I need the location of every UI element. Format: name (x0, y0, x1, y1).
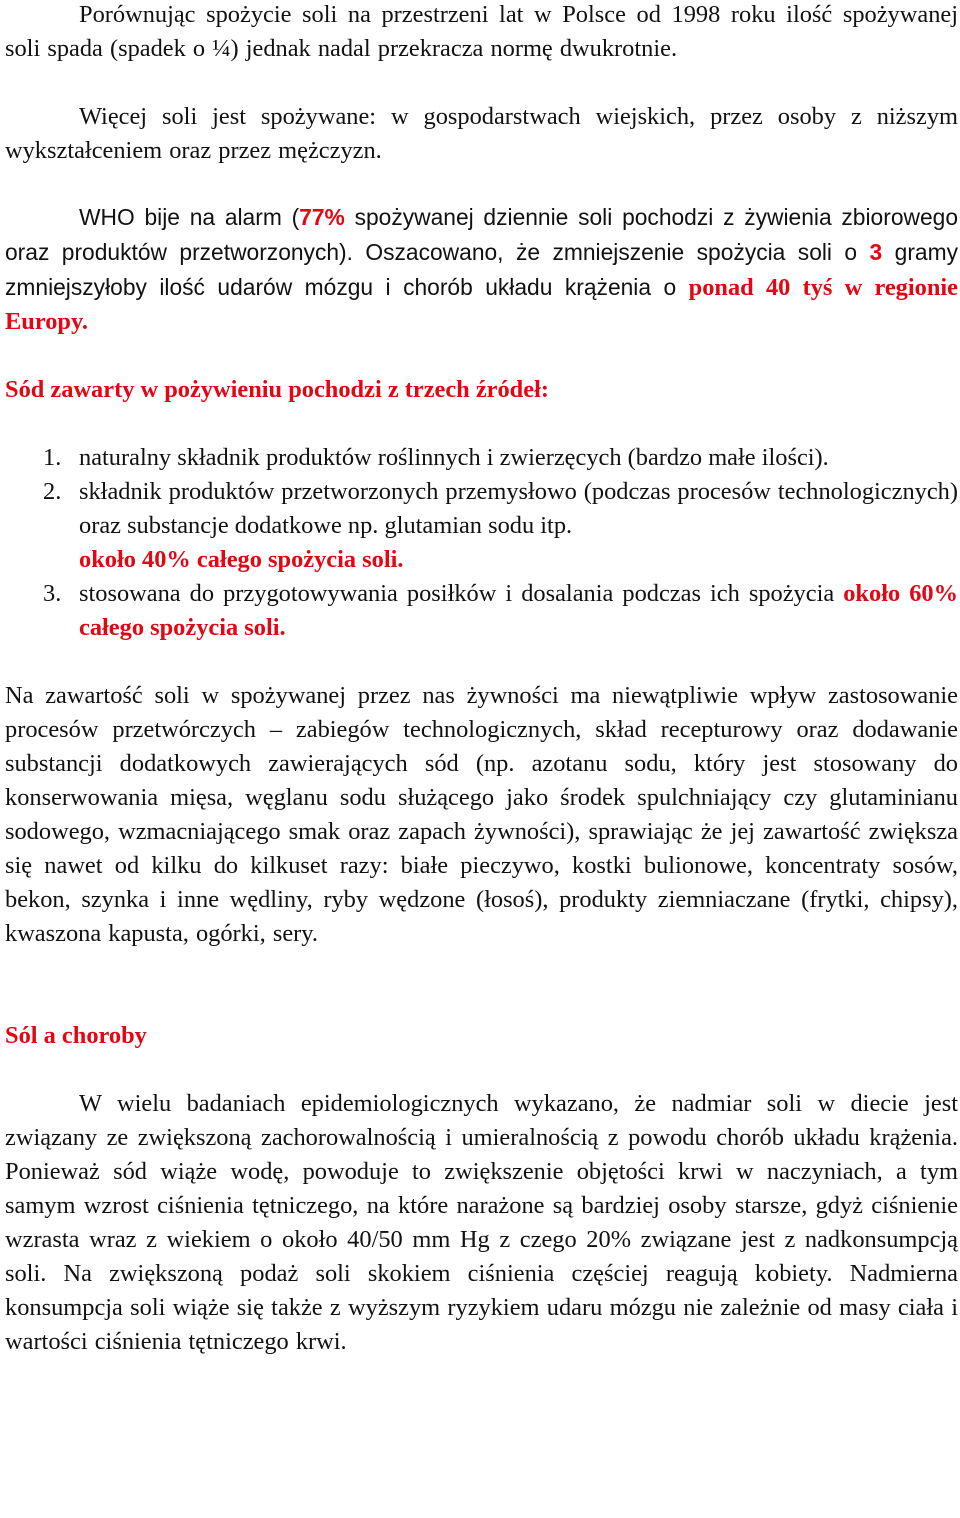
list-item (43, 441, 958, 475)
list-number: 1. (43, 444, 62, 471)
paragraph-epidemiology: W wielu badaniach epidemiologicznych wykazano, że nadmiar soli w diecie jest związany ze zwiększoną zachorowalnością i umieralnością z powodu chorób układu krążenia. Ponieważ sód wiąże wodę, powoduje to zwiększenie objętości krwi w naczyniach, a tym samym wzrost ciśnienia tętniczego, na które narażone są bardziej osoby starsze, gdyż ciśnienie wzrasta wraz z wiekiem o około 40/50 mm Hg z czego 20% związane jest z nadkonsumpcją soli. Na zwiększoną podaż soli skokiem ciśnienia częściej reagują kobiety. Nadmierna konsumpcja soli wiąże się także z wyższym ryzykiem udaru mózgu nie zależnie od masy ciała i wartości ciśnienia tętniczego krwi. (5, 1090, 958, 1355)
list-number: 2. (43, 478, 62, 505)
list-item (43, 577, 958, 645)
list-item-text: naturalny składnik produktów roślinnych i zwierzęcych (bardzo małe ilości). (79, 444, 829, 471)
list-item-text: stosowana do przygotowywania posiłków i dosalania podczas ich spożycia (79, 580, 844, 607)
who-text-a: WHO bije na alarm ( (79, 204, 300, 230)
list-number: 3. (43, 580, 62, 607)
document-page (5, 0, 958, 1359)
who-77-percent: 77% (299, 204, 345, 230)
list-item (43, 475, 958, 577)
paragraph-salt-consumption-trend: Porównując spożycie soli na przestrzeni lat w Polsce od 1998 roku ilość spożywanej soli spada (spadek o ¼) jednak nadal przekracza normę dwukrotnie. (5, 1, 958, 62)
who-40k-europe: ponad 40 tyś w regionie Europy. (5, 274, 959, 335)
list-item-text: składnik produktów przetworzonych przemysłowo (podczas procesów technologicznych) oraz substancje dodatkowe np. glutamian sodu itp. (79, 478, 958, 539)
paragraph-who-alarm (5, 200, 958, 339)
who-text-d: Oszacowano, że zmniejszenie spożycia soli o (352, 239, 870, 265)
heading-salt-and-diseases: Sól a choroby (5, 1022, 147, 1049)
list-item-highlight: około 60% całego spożycia soli. (79, 580, 958, 641)
who-3-grams: 3 (869, 239, 883, 265)
sodium-sources-list (5, 441, 958, 645)
paragraph-processing-influence: Na zawartość soli w spożywanej przez nas żywności ma niewątpliwie wpływ zastosowanie procesów przetwórczych – zabiegów technologicznych, skład recepturowy oraz dodawanie substancji dodatkowych zawierających sód (np. azotanu sodu, który jest stosowany do konserwowania mięsa, węglanu sodu służącego jako środek spulchniający czy glutaminianu sodowego, wzmacniającego smak oraz zapach żywności), sprawiając że jej zawartość zwiększa się nawet od kilku do kilkuset razy: białe pieczywo, kostki bulionowe, koncentraty sosów, bekon, szynka i inne wędliny, ryby wędzone (łosoś), produkty ziemniaczane (frytki, chipsy), kwaszona kapusta, ogórki, sery. (5, 682, 958, 947)
list-item-highlight: około 40% całego spożycia soli. (79, 546, 404, 573)
paragraph-salt-consumers: Więcej soli jest spożywane: w gospodarstwach wiejskich, przez osoby z niższym wykształceniem oraz przez mężczyzn. (5, 103, 958, 164)
who-text-f: gramy zmniejszyłoby ilość udarów mózgu i chorób układu krążenia o (5, 239, 959, 300)
who-text-c: spożywanej dziennie soli pochodzi z żywienia zbiorowego oraz produktów przetworzonych). (5, 204, 958, 265)
heading-sodium-sources: Sód zawarty w pożywieniu pochodzi z trzech źródeł: (5, 376, 549, 403)
